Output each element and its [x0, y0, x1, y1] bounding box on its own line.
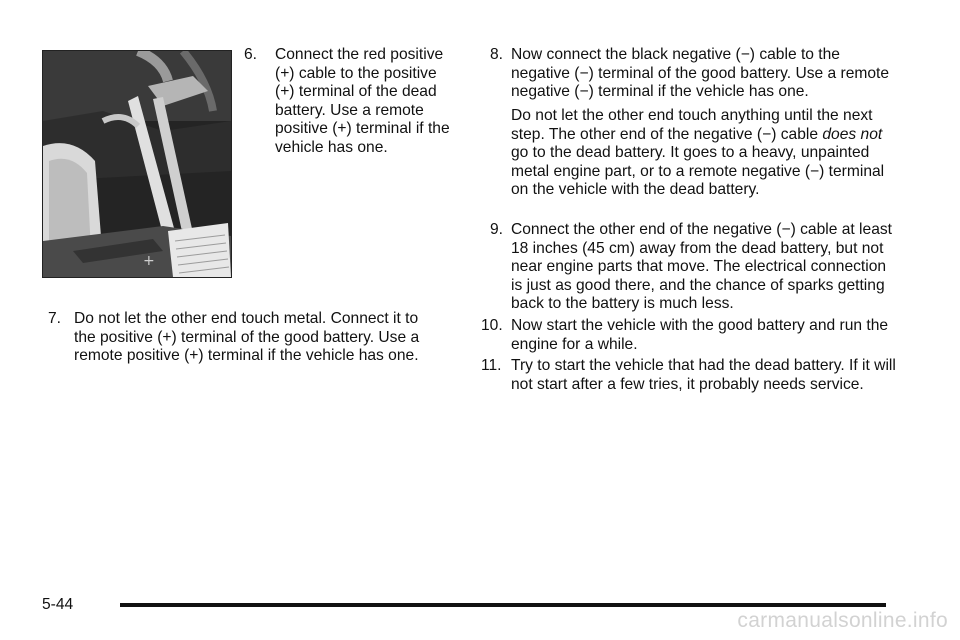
step-number: 8.: [490, 46, 504, 63]
step-number: 10.: [481, 317, 503, 334]
step-8-note: [511, 107, 901, 200]
step-number: 7.: [48, 310, 62, 327]
step-6: [244, 46, 454, 158]
note-text: go to the dead battery. It goes to a heavy, unpainted metal engine part, or to a remote negative (−) terminal on the vehicle with the dead battery.: [511, 144, 885, 199]
jumper-cable-photo: [42, 50, 232, 278]
watermark: carmanualsonline.info: [737, 609, 948, 632]
step-text: Now connect the black negative (−) cable to the negative (−) terminal of the good battery. Use a remote negative (−) terminal if the vehicle has one.: [511, 46, 890, 101]
step-number: 6.: [244, 46, 258, 63]
step-number: 11.: [481, 357, 502, 374]
note-text: Do not let the other end touch anything until the next step. The other end of the negative (−) cable: [511, 107, 873, 143]
svg-text:+: +: [143, 253, 155, 269]
footer-rule: [120, 603, 886, 607]
step-text: Now start the vehicle with the good battery and run the engine for a while.: [511, 317, 889, 353]
page-number: 5-44: [42, 596, 74, 613]
step-11: [481, 357, 901, 394]
step-text: Connect the other end of the negative (−) cable at least 18 inches (45 cm) away from the dead battery, but not near engine parts that move. The electrical connection is just as good there, and the chance of sparks getting back to the battery is much less.: [511, 221, 892, 313]
step-7: [48, 310, 443, 366]
step-10: [481, 317, 901, 354]
step-9: [490, 221, 900, 314]
note-emphasis: does not: [822, 125, 883, 143]
jumper-cable-illustration: [43, 51, 231, 277]
step-text: Connect the red positive (+) cable to the positive (+) terminal of the dead battery. Use a remote positive (+) terminal if the vehicle has one.: [275, 46, 450, 156]
step-number: 9.: [490, 221, 504, 238]
step-text: Try to start the vehicle that had the dead battery. If it will not start after a few tries, it probably needs service.: [511, 357, 896, 393]
step-text: Do not let the other end touch metal. Connect it to the positive (+) terminal of the good battery. Use a remote positive (+) terminal if the vehicle has one.: [74, 310, 420, 365]
step-8: [490, 46, 900, 102]
